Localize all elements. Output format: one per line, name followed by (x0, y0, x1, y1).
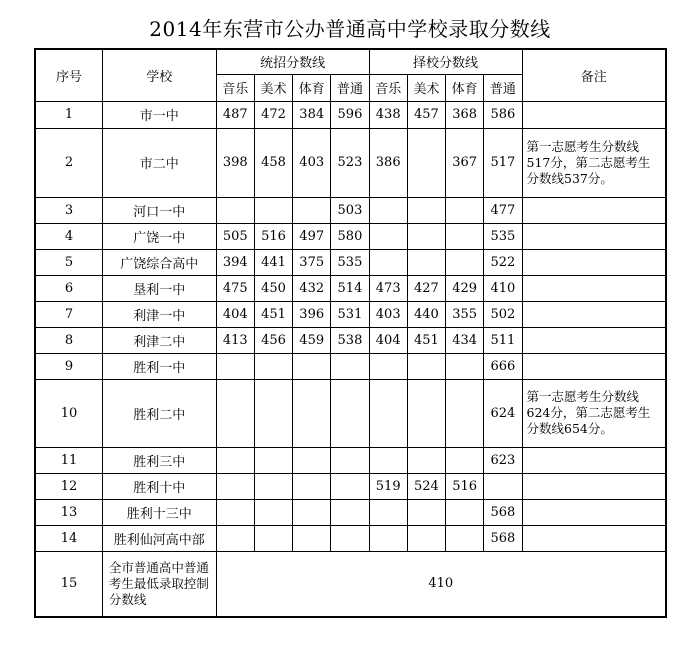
selective-art-score (407, 447, 445, 473)
selective-music-score (369, 447, 407, 473)
row-school: 利津一中 (102, 301, 216, 327)
table-body (35, 101, 666, 617)
subheader-music: 音乐 (216, 74, 254, 101)
selective-music-score: 473 (369, 275, 407, 301)
selective-sports-score: 516 (446, 473, 484, 499)
unified-general-score (331, 525, 369, 551)
selective-general-score: 522 (484, 249, 522, 275)
row-index: 15 (35, 551, 102, 617)
unified-general-score (331, 473, 369, 499)
unified-general-score (331, 499, 369, 525)
row-remark (522, 197, 666, 223)
unified-sports-score: 403 (293, 128, 331, 197)
selective-general-score: 568 (484, 499, 522, 525)
row-index: 7 (35, 301, 102, 327)
unified-music-score (216, 447, 254, 473)
row-index: 3 (35, 197, 102, 223)
row-remark (522, 525, 666, 551)
selective-sports-score (446, 447, 484, 473)
row-school: 胜利仙河高中部 (102, 525, 216, 551)
row-index: 14 (35, 525, 102, 551)
row-index: 4 (35, 223, 102, 249)
selective-art-score: 457 (407, 101, 445, 128)
row-remark: 第一志愿考生分数线517分，第二志愿考生分数线537分。 (522, 128, 666, 197)
unified-general-score: 514 (331, 275, 369, 301)
row-school: 胜利十三中 (102, 499, 216, 525)
selective-music-score (369, 197, 407, 223)
unified-art-score: 450 (254, 275, 292, 301)
table-row (35, 499, 666, 525)
subheader-general: 普通 (484, 74, 522, 101)
selective-art-score: 524 (407, 473, 445, 499)
row-index: 6 (35, 275, 102, 301)
selective-art-score (407, 353, 445, 379)
page-title: 2014年东营市公办普通高中学校录取分数线 (149, 17, 551, 41)
unified-art-score (254, 379, 292, 447)
table-row (35, 101, 666, 128)
row-school: 胜利一中 (102, 353, 216, 379)
selective-sports-score (446, 223, 484, 249)
subheader-sports: 体育 (446, 74, 484, 101)
unified-art-score (254, 499, 292, 525)
row-school: 市二中 (102, 128, 216, 197)
header-remark: 备注 (522, 49, 666, 101)
unified-sports-score (293, 379, 331, 447)
unified-general-score: 580 (331, 223, 369, 249)
selective-general-score: 666 (484, 353, 522, 379)
unified-sports-score (293, 447, 331, 473)
selective-art-score (407, 249, 445, 275)
unified-art-score: 441 (254, 249, 292, 275)
selective-art-score (407, 197, 445, 223)
unified-art-score (254, 473, 292, 499)
unified-sports-score: 375 (293, 249, 331, 275)
row-remark (522, 353, 666, 379)
selective-general-score: 410 (484, 275, 522, 301)
unified-sports-score (293, 525, 331, 551)
row-index: 10 (35, 379, 102, 447)
unified-art-score (254, 525, 292, 551)
row-school: 胜利十中 (102, 473, 216, 499)
unified-general-score: 531 (331, 301, 369, 327)
table-row (35, 197, 666, 223)
row-remark (522, 301, 666, 327)
table-row (35, 275, 666, 301)
table-row-summary (35, 551, 666, 617)
row-school: 全市普通高中普通考生最低录取控制分数线 (102, 551, 216, 617)
admission-score-table (34, 48, 667, 618)
selective-art-score: 451 (407, 327, 445, 353)
selective-sports-score: 434 (446, 327, 484, 353)
unified-music-score (216, 473, 254, 499)
unified-sports-score: 432 (293, 275, 331, 301)
table-row (35, 223, 666, 249)
unified-general-score (331, 353, 369, 379)
selective-art-score: 440 (407, 301, 445, 327)
selective-sports-score: 368 (446, 101, 484, 128)
selective-sports-score (446, 499, 484, 525)
row-index: 12 (35, 473, 102, 499)
unified-sports-score: 384 (293, 101, 331, 128)
unified-general-score: 503 (331, 197, 369, 223)
selective-general-score: 502 (484, 301, 522, 327)
selective-music-score (369, 249, 407, 275)
table-row (35, 249, 666, 275)
unified-music-score: 413 (216, 327, 254, 353)
unified-sports-score: 396 (293, 301, 331, 327)
row-school: 利津二中 (102, 327, 216, 353)
unified-general-score: 523 (331, 128, 369, 197)
row-index: 2 (35, 128, 102, 197)
row-index: 11 (35, 447, 102, 473)
selective-sports-score (446, 197, 484, 223)
unified-general-score: 596 (331, 101, 369, 128)
selective-art-score (407, 223, 445, 249)
row-school: 垦利一中 (102, 275, 216, 301)
unified-music-score: 404 (216, 301, 254, 327)
unified-music-score: 487 (216, 101, 254, 128)
row-index: 5 (35, 249, 102, 275)
selective-sports-score: 355 (446, 301, 484, 327)
header-index: 序号 (35, 49, 102, 101)
unified-art-score: 458 (254, 128, 292, 197)
unified-music-score: 394 (216, 249, 254, 275)
selective-general-score: 568 (484, 525, 522, 551)
subheader-sports: 体育 (293, 74, 331, 101)
unified-music-score (216, 499, 254, 525)
unified-general-score: 535 (331, 249, 369, 275)
selective-general-score: 535 (484, 223, 522, 249)
selective-sports-score (446, 525, 484, 551)
minimum-control-score: 410 (216, 551, 666, 617)
row-remark (522, 447, 666, 473)
selective-general-score: 586 (484, 101, 522, 128)
row-remark (522, 101, 666, 128)
row-remark (522, 327, 666, 353)
row-school: 河口一中 (102, 197, 216, 223)
table-row (35, 327, 666, 353)
unified-general-score (331, 379, 369, 447)
selective-art-score (407, 525, 445, 551)
unified-sports-score (293, 353, 331, 379)
selective-general-score: 511 (484, 327, 522, 353)
selective-sports-score (446, 249, 484, 275)
row-remark: 第一志愿考生分数线624分，第二志愿考生分数线654分。 (522, 379, 666, 447)
unified-general-score: 538 (331, 327, 369, 353)
row-index: 9 (35, 353, 102, 379)
subheader-general: 普通 (331, 74, 369, 101)
row-remark (522, 249, 666, 275)
row-school: 胜利三中 (102, 447, 216, 473)
selective-music-score: 404 (369, 327, 407, 353)
selective-music-score: 519 (369, 473, 407, 499)
unified-art-score: 451 (254, 301, 292, 327)
selective-general-score: 517 (484, 128, 522, 197)
selective-music-score (369, 525, 407, 551)
unified-music-score: 398 (216, 128, 254, 197)
row-school: 胜利二中 (102, 379, 216, 447)
unified-art-score (254, 197, 292, 223)
table-row (35, 473, 666, 499)
table-row (35, 379, 666, 447)
unified-art-score (254, 353, 292, 379)
header-school: 学校 (102, 49, 216, 101)
unified-general-score (331, 447, 369, 473)
unified-art-score (254, 447, 292, 473)
selective-music-score (369, 353, 407, 379)
selective-music-score (369, 499, 407, 525)
table-header (35, 49, 666, 101)
row-school: 广饶一中 (102, 223, 216, 249)
row-remark (522, 223, 666, 249)
selective-general-score: 477 (484, 197, 522, 223)
subheader-art: 美术 (254, 74, 292, 101)
header-selective: 择校分数线 (369, 49, 522, 74)
table-row (35, 525, 666, 551)
unified-sports-score: 497 (293, 223, 331, 249)
selective-music-score: 403 (369, 301, 407, 327)
row-school: 市一中 (102, 101, 216, 128)
unified-art-score: 472 (254, 101, 292, 128)
selective-music-score (369, 379, 407, 447)
subheader-music: 音乐 (369, 74, 407, 101)
selective-music-score: 438 (369, 101, 407, 128)
selective-sports-score (446, 353, 484, 379)
selective-art-score (407, 499, 445, 525)
selective-general-score: 624 (484, 379, 522, 447)
unified-music-score: 505 (216, 223, 254, 249)
selective-general-score: 623 (484, 447, 522, 473)
unified-music-score (216, 379, 254, 447)
table-row (35, 128, 666, 197)
unified-sports-score (293, 499, 331, 525)
unified-sports-score: 459 (293, 327, 331, 353)
row-remark (522, 499, 666, 525)
selective-art-score (407, 128, 445, 197)
row-index: 1 (35, 101, 102, 128)
table-row (35, 353, 666, 379)
unified-art-score: 516 (254, 223, 292, 249)
selective-sports-score (446, 379, 484, 447)
selective-art-score: 427 (407, 275, 445, 301)
selective-art-score (407, 379, 445, 447)
unified-sports-score (293, 473, 331, 499)
unified-music-score (216, 197, 254, 223)
unified-art-score: 456 (254, 327, 292, 353)
selective-general-score (484, 473, 522, 499)
unified-sports-score (293, 197, 331, 223)
unified-music-score: 475 (216, 275, 254, 301)
selective-sports-score: 367 (446, 128, 484, 197)
table-row (35, 447, 666, 473)
row-remark (522, 473, 666, 499)
row-school: 广饶综合高中 (102, 249, 216, 275)
selective-sports-score: 429 (446, 275, 484, 301)
row-remark (522, 275, 666, 301)
unified-music-score (216, 525, 254, 551)
row-index: 13 (35, 499, 102, 525)
header-unified: 统招分数线 (216, 49, 369, 74)
table-row (35, 301, 666, 327)
row-index: 8 (35, 327, 102, 353)
subheader-art: 美术 (407, 74, 445, 101)
unified-music-score (216, 353, 254, 379)
selective-music-score (369, 223, 407, 249)
selective-music-score: 386 (369, 128, 407, 197)
